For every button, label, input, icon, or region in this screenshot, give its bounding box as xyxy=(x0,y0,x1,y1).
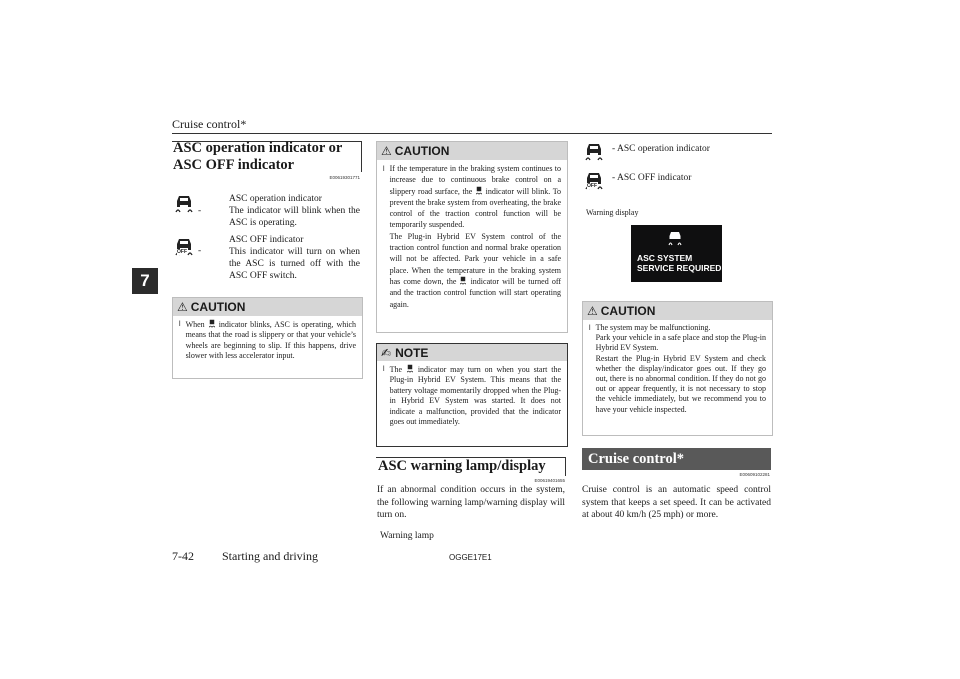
note-box xyxy=(376,343,568,447)
display-line: ASC SYSTEM xyxy=(637,253,693,263)
asc-inline-icon xyxy=(407,364,413,373)
section-title-asc-indicator: ASC operation indicator or ASC OFF indicator xyxy=(173,140,343,173)
bullet-icon: l xyxy=(383,366,385,373)
asc-display-icon xyxy=(667,230,683,246)
note-body: l The indicator may turn on when you start the Plug-in Hybrid EV System. This means that the battery voltage momentarily dropped when the Plug-in Hybrid EV System was started. It does not indicate a malfunction, provided that the indicator goes out immediately. xyxy=(383,365,562,427)
note-header: ✍ NOTE xyxy=(377,344,567,361)
warning-lamp-label: Warning lamp xyxy=(380,531,434,541)
indicator-text: - ASC OFF indicator xyxy=(612,173,692,183)
footer-section: Starting and driving xyxy=(222,549,318,563)
indicator-text: - ASC operation indicator xyxy=(612,144,710,154)
asc-off-icon: OFF xyxy=(174,236,194,256)
warning-triangle-icon: ⚠ xyxy=(587,304,598,318)
page-number: 7-42 xyxy=(172,549,194,563)
asc-operation-icon xyxy=(174,193,194,213)
bullet-icon: l xyxy=(589,325,591,332)
asc-inline-icon xyxy=(476,186,482,195)
caution-body: l The system may be malfunctioning. Park your vehicle in a safe place and stop the Plug-in Hybrid EV System. Restart the Plug-in Hybrid EV System and check whether the display/indicator goes out. If they go out, there is no abnormal condition. If they do not go out or appear frequently, it is not necessary to stop the vehicle immediately, but we recommend you to have your vehicle inspected. xyxy=(589,323,766,414)
header-rule xyxy=(172,133,772,134)
asc-service-display xyxy=(631,225,722,282)
caution-body: l When indicator blinks, ASC is operating, which means that the road is slippery or that your vehicle’s wheels are beginning to slip. If this happens, drive slower with less accelerator input. xyxy=(179,320,356,361)
section-code: E00619401655 xyxy=(534,478,565,483)
asc-operation-icon xyxy=(584,141,604,161)
asc-inline-icon xyxy=(209,319,215,328)
warning-triangle-icon: ⚠ xyxy=(177,300,188,314)
warning-triangle-icon: ⚠ xyxy=(381,144,392,158)
caution-header: ⚠ CAUTION xyxy=(583,302,772,320)
bullet-icon: l xyxy=(179,321,181,328)
asc-off-icon: OFF xyxy=(584,170,604,190)
section-title-asc-warning: ASC warning lamp/display xyxy=(378,458,546,474)
bullet-icon: l xyxy=(383,166,385,173)
caution-box xyxy=(582,301,773,436)
asc-inline-icon xyxy=(460,276,466,285)
caution-header: ⚠ CAUTION xyxy=(173,298,362,316)
caution-box xyxy=(172,297,363,379)
chapter-tab: 7 xyxy=(132,268,158,294)
running-header: Cruise control* xyxy=(172,117,247,131)
hand-note-icon: ✍ xyxy=(381,345,392,360)
section-title-cruise-control: Cruise control* xyxy=(582,448,771,470)
caution-header: ⚠ CAUTION xyxy=(377,142,567,160)
warning-display-label: Warning display xyxy=(586,208,639,217)
display-line: SERVICE REQUIRED xyxy=(637,263,722,273)
indicator-text: ASC OFF indicator This indicator will turn on when the ASC is turned off with the ASC OFF switch. xyxy=(229,235,360,281)
caution-box xyxy=(376,141,568,333)
caution-body: l If the temperature in the braking system continues to increase due to continuous brake control on a slippery road surface, the indicator will blink. To prevent the brake system from overheating, the brake control of the traction control function will be temporarily suspended. The Plug-in Hybrid EV System control of the traction control function and normal brake operation will not be affected. Park your vehicle in a safe place. When the temperature in the braking system has come down, the indicator will be turned off and the traction control function will start operating again. xyxy=(383,164,562,309)
section-code: E00609102281 xyxy=(739,472,770,477)
cruise-body-text: Cruise control is an automatic speed control system that keeps a set speed. It can be activated at about 40 km/h (25 mph) or more. xyxy=(582,485,771,521)
doc-code: OGGE17E1 xyxy=(449,553,492,562)
warning-body-text: If an abnormal condition occurs in the system, the following warning lamp/warning display will turn on. xyxy=(377,485,565,521)
section-code: E00619301771 xyxy=(329,175,360,180)
indicator-text: ASC operation indicator The indicator will blink when the ASC is operating. xyxy=(229,194,360,228)
